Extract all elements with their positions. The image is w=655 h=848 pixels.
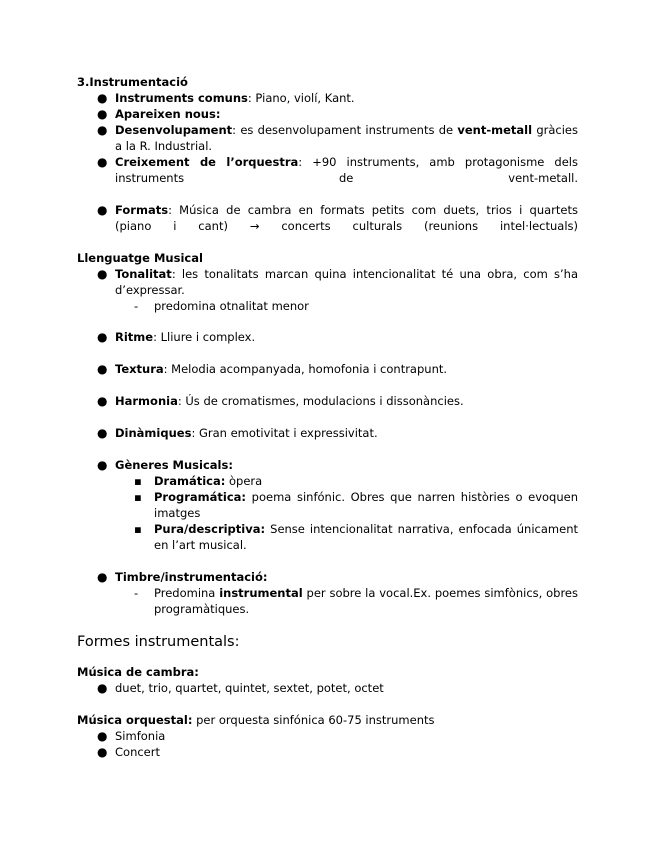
sub-item: [77, 585, 578, 617]
list-item: [77, 728, 578, 744]
sub-item-text: poema sinfónic. Obres que narren històries o evoquen imatges: [154, 490, 578, 520]
list-item-continuation: [77, 218, 578, 234]
dash-marker: -: [134, 586, 139, 600]
list-item: [77, 122, 578, 154]
bullet-icon: ●: [97, 681, 108, 695]
list-item: [77, 744, 578, 760]
item-text: (piano i cant) → concerts culturals (reunions intel·lectuals): [115, 219, 578, 233]
bullet-icon: ●: [97, 394, 108, 408]
bullet-icon: ●: [97, 458, 108, 472]
item-label: Gèneres Musicals:: [115, 458, 233, 472]
list-item: [77, 329, 578, 345]
item-text: : Música de cambra en formats petits com duets, trios i quartets: [168, 203, 578, 217]
bullet-icon: ●: [97, 107, 108, 121]
item-label: Harmonia: [115, 394, 178, 408]
bullet-icon: ●: [97, 203, 108, 217]
list-item: [77, 680, 578, 696]
bullet-icon: ●: [97, 729, 108, 743]
list-item: [77, 361, 578, 377]
sub-item-text: per sobre la vocal.Ex. poemes simfònics, obres programàtiques.: [154, 586, 578, 616]
document-page: [77, 74, 578, 760]
bullet-icon: ●: [97, 123, 108, 137]
sub-item-text: predomina otnalitat menor: [154, 299, 309, 313]
bullet-icon: ●: [97, 570, 108, 584]
list-item-continuation: [77, 170, 578, 186]
item-label: Tonalitat: [115, 267, 172, 281]
bullet-icon: ●: [97, 362, 108, 376]
item-text: instruments de vent-metall.: [115, 171, 578, 185]
orquestal-line: [77, 712, 578, 728]
orquestal-text: per orquesta sinfónica 60-75 instruments: [192, 713, 435, 727]
sub-item-text: Sense intencionalitat narrativa, enfocada únicament en l’art musical.: [154, 522, 578, 552]
list-item: [77, 266, 578, 298]
item-label: Desenvolupament: [115, 123, 233, 137]
item-label: Ritme: [115, 330, 154, 344]
sub-item-bold-text: instrumental: [219, 586, 303, 600]
square-marker: ▪: [134, 490, 142, 504]
sub-item-text: òpera: [225, 474, 263, 488]
bullet-icon: ●: [97, 745, 108, 759]
item-label: Creixement de l’orquestra: [115, 155, 299, 169]
bullet-icon: ●: [97, 426, 108, 440]
dash-marker: -: [134, 299, 139, 313]
list-item: [77, 425, 578, 441]
item-label: Dinàmiques: [115, 426, 192, 440]
section-heading-llenguatge: Llenguatge Musical: [77, 251, 203, 265]
list-item: [77, 90, 578, 106]
list-item: [77, 569, 578, 585]
sub-item-label: Pura/descriptiva:: [154, 522, 266, 536]
bullet-icon: ●: [97, 91, 108, 105]
item-text: : Lliure i complex.: [153, 330, 256, 344]
item-text: : Melodia acompanyada, homofonia i contrapunt.: [163, 362, 448, 376]
sub-item: [77, 521, 578, 553]
list-item: [77, 106, 578, 122]
item-text: Simfonia: [115, 729, 166, 743]
subheading-orquestal: Música orquestal:: [77, 713, 193, 727]
sub-item: [77, 489, 578, 521]
item-text: : Ús de cromatismes, modulacions i dissonàncies.: [177, 394, 464, 408]
item-text: duet, trio, quartet, quintet, sextet, potet, octet: [115, 681, 384, 695]
list-item: [77, 457, 578, 473]
subheading-cambra: Música de cambra:: [77, 665, 199, 679]
item-text: : +90 instruments, amb protagonisme dels: [298, 155, 578, 169]
sub-item-label: Programática:: [154, 490, 247, 504]
item-text: : Piano, violí, Kant.: [247, 91, 355, 105]
list-item: [77, 202, 578, 218]
item-text: : les tonalitats marcan quina intencionalitat té una obra, com s’ha d’expressar.: [115, 267, 578, 297]
bullet-icon: ●: [97, 155, 108, 169]
item-text: Concert: [115, 745, 160, 759]
square-marker: ▪: [134, 474, 142, 488]
item-bold-text: vent-metall: [457, 123, 533, 137]
sub-item: [77, 473, 578, 489]
item-label: Apareixen nous:: [115, 107, 221, 121]
list-item: [77, 154, 578, 170]
item-label: Instruments comuns: [115, 91, 248, 105]
item-label: Textura: [115, 362, 164, 376]
sub-item: [77, 298, 578, 314]
bullet-icon: ●: [97, 267, 108, 281]
sub-item-text: Predomina: [154, 586, 220, 600]
list-item: [77, 393, 578, 409]
bullet-icon: ●: [97, 330, 108, 344]
item-label: Formats: [115, 203, 169, 217]
square-marker: ▪: [134, 522, 142, 536]
section-heading-formes: Formes instrumentals:: [77, 634, 240, 650]
section-heading-instrumentacio: 3.Instrumentació: [77, 75, 188, 89]
sub-item-label: Dramática:: [154, 474, 226, 488]
item-text: : es desenvolupament instruments de: [232, 123, 458, 137]
item-text: : Gran emotivitat i expressivitat.: [191, 426, 378, 440]
item-label: Timbre/instrumentació:: [115, 570, 268, 584]
item-text: gràcies a la R. Industrial.: [115, 123, 578, 153]
